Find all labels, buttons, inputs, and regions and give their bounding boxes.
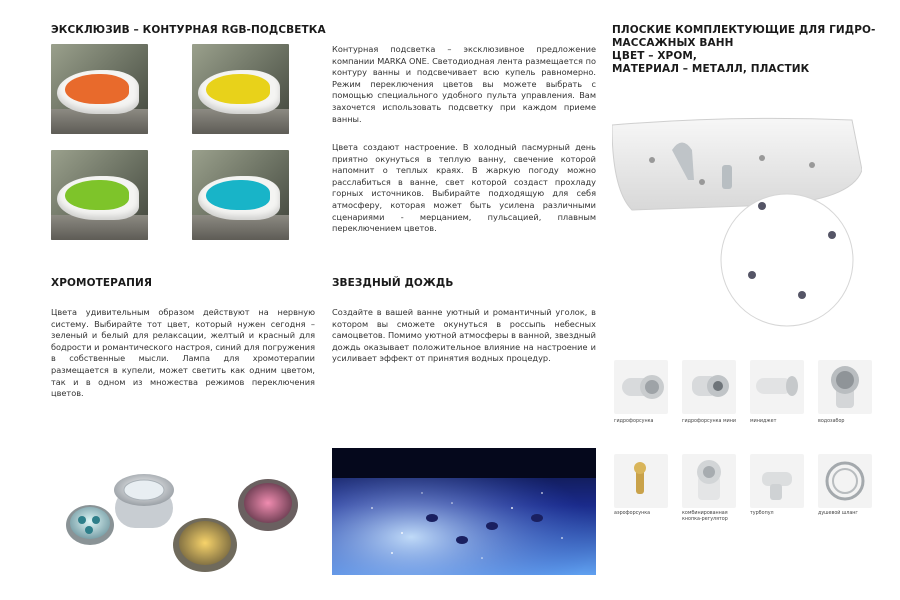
- component-label-2: гидрофорсунка мини: [682, 419, 736, 424]
- tub-water-green: [65, 180, 129, 210]
- exclusive-paragraph-2: Цвета создают настроение. В холодный пасмурный день приятно окунуться в теплую ванну, свечение которой напомнит о теплых краях. В жаркую погоду можно расслабиться в ванне, свет которой создаст прохладу горных источников. Выбирайте подходящую для себя атмосферу, которая может быть усилена различными сценариями - мерцанием, пульсацией, плавным переключением цветов.: [332, 142, 596, 234]
- exclusive-title: ЭКСКЛЮЗИВ – КОНТУРНАЯ RGB-ПОДСВЕТКА: [51, 24, 326, 36]
- tub-photo-yellow: [192, 44, 289, 134]
- component-water-intake-image: [818, 360, 872, 414]
- component-hydro-nozzle-mini-image: [682, 360, 736, 414]
- tub-water-yellow: [206, 74, 270, 104]
- tub-water-orange: [65, 74, 129, 104]
- tub-water-cyan: [206, 180, 270, 210]
- exclusive-paragraph-1: Контурная подсветка – эксклюзивное предложение компании MARKA ONE. Светодиодная лента размещается по контуру ванны и подсвечивает всю купель равномерно. Режим переключения цветов вы можете выбрать с помощью специального удобного пульта управления. Вам захочется использовать подсветку при каждом приеме ванны.: [332, 44, 596, 124]
- tub-photo-orange: [51, 44, 148, 134]
- component-turbopool-image: [750, 454, 804, 508]
- component-label-8: душевой шланг: [818, 511, 858, 516]
- component-minijet-image: [750, 360, 804, 414]
- chromotherapy-products-image: [60, 470, 310, 585]
- component-label-5: аэрофорсунка: [614, 511, 651, 516]
- components-title-line1: ПЛОСКИЕ КОМПЛЕКТУЮЩИЕ ДЛЯ ГИДРО-: [612, 24, 876, 36]
- component-hydro-nozzle-image: [614, 360, 668, 414]
- components-title-line3: ЦВЕТ – ХРОМ,: [612, 50, 697, 62]
- component-label-4: водозабор: [818, 419, 845, 424]
- chromo-paragraph: Цвета удивительным образом действуют на нервную систему. Выбирайте тот цвет, который нужен сегодня – зеленый и белый для релаксации, желтый и красный для бодрости и романтического настроя, синий для погружения в собственные мысли. Лампа для хромотерапии размещается в купели, может светить как одним цветом, так и в одном из множества режимов переключения цветов.: [51, 307, 315, 399]
- components-title-line2: МАССАЖНЫХ ВАНН: [612, 37, 734, 49]
- chromo-title: ХРОМОТЕРАПИЯ: [51, 277, 153, 289]
- component-label-1: гидрофорсунка: [614, 419, 654, 424]
- tub-photo-cyan: [192, 150, 289, 240]
- starry-paragraph: Создайте в вашей ванне уютный и романтичный уголок, в котором вы сможете окунуться в россыпь небесных самоцветов. Помимо уютной атмосферы в ванной, звездный дождь оказывает положительное влияние на настроение и усиливает эффект от принятия водных процедур.: [332, 307, 596, 364]
- starry-bath-photo: [332, 448, 596, 575]
- starry-title: ЗВЕЗДНЫЙ ДОЖДЬ: [332, 277, 454, 289]
- component-shower-hose-image: [818, 454, 872, 508]
- tub-photo-green: [51, 150, 148, 240]
- component-label-6: комбинированная кнопка-регулятор: [682, 511, 728, 522]
- hydromassage-bath-photo: [612, 110, 862, 330]
- components-title-line4: МАТЕРИАЛ – МЕТАЛЛ, ПЛАСТИК: [612, 63, 810, 75]
- components-title: [612, 24, 876, 76]
- component-label-3: миниджет: [750, 419, 777, 424]
- component-air-nozzle-image: [614, 454, 668, 508]
- component-label-7: турбопул: [750, 511, 774, 516]
- component-combined-button-image: [682, 454, 736, 508]
